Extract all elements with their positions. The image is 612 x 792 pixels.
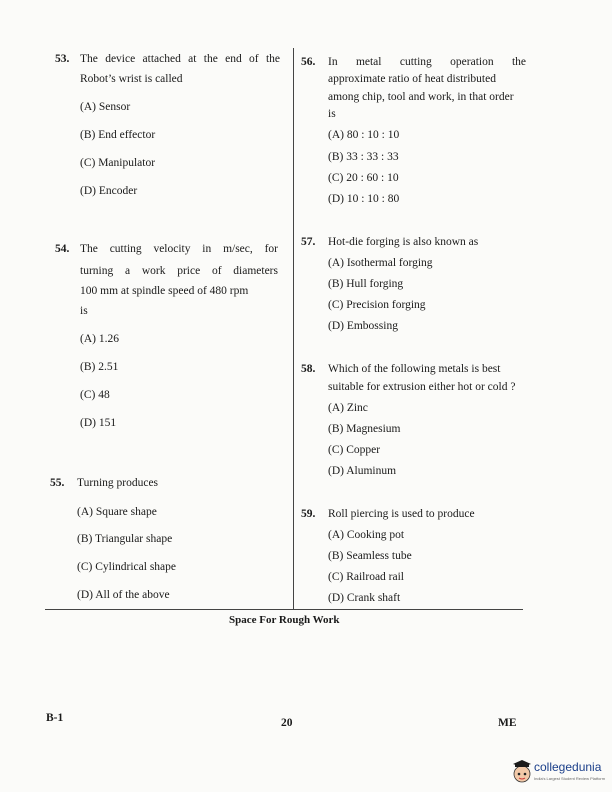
- option-c: (C) Cylindrical shape: [77, 561, 177, 573]
- question-text: Turning produces: [77, 477, 159, 489]
- option-d: (D) Encoder: [80, 185, 138, 197]
- rough-work-label: Space For Rough Work: [229, 614, 340, 626]
- option-b: (B) Magnesium: [328, 423, 401, 435]
- option-a: (A) 1.26: [80, 333, 119, 345]
- question-text: suitable for extrusion either hot or cold ?: [328, 381, 516, 393]
- question-number: 58.: [301, 363, 316, 375]
- option-c: (C) Manipulator: [80, 157, 156, 169]
- option-b: (B) End effector: [80, 129, 156, 141]
- question-text: among chip, tool and work, in that order: [328, 91, 514, 103]
- option-a: (A) 80 : 10 : 10: [328, 129, 400, 141]
- column-divider: [293, 48, 294, 610]
- question-number: 59.: [301, 508, 316, 520]
- option-a: (A) Isothermal forging: [328, 257, 433, 269]
- option-a: (A) Zinc: [328, 402, 368, 414]
- footer-booklet-code: B-1: [46, 712, 64, 724]
- option-c: (C) Railroad rail: [328, 571, 405, 583]
- question-number: 55.: [50, 477, 65, 489]
- question-text: is: [328, 108, 336, 120]
- logo-text: collegedunia: [534, 760, 602, 774]
- question-text: Roll piercing is used to produce: [328, 508, 475, 520]
- option-a: (A) Square shape: [77, 506, 157, 518]
- option-a: (A) Sensor: [80, 101, 131, 113]
- option-a: (A) Cooking pot: [328, 529, 405, 541]
- option-b: (B) Hull forging: [328, 278, 404, 290]
- option-c: (C) 48: [80, 389, 110, 401]
- bottom-rule: [45, 609, 523, 610]
- question-text: Hot-die forging is also known as: [328, 236, 479, 248]
- question-text: approximate ratio of heat distributed: [328, 73, 496, 85]
- mascot-icon: [512, 760, 532, 784]
- footer-page-number: 20: [281, 717, 293, 729]
- collegedunia-logo: [512, 756, 610, 790]
- option-c: (C) 20 : 60 : 10: [328, 172, 399, 184]
- question-text: Robot’s wrist is called: [80, 73, 183, 85]
- question-text: turning a work price of diameters: [80, 265, 278, 277]
- option-d: (D) Aluminum: [328, 465, 397, 477]
- option-b: (B) Seamless tube: [328, 550, 412, 562]
- option-d: (D) Embossing: [328, 320, 398, 332]
- question-text: In metal cutting operation the: [328, 56, 526, 68]
- question-number: 57.: [301, 236, 316, 248]
- question-text: The cutting velocity in m/sec, for: [80, 243, 278, 255]
- question-number: 53.: [55, 53, 70, 65]
- option-b: (B) 33 : 33 : 33: [328, 151, 399, 163]
- question-text: is: [80, 305, 88, 317]
- logo-tagline: India's Largest Student Review Platform: [534, 776, 606, 781]
- option-c: (C) Precision forging: [328, 299, 426, 311]
- option-c: (C) Copper: [328, 444, 381, 456]
- question-text: Which of the following metals is best: [328, 363, 501, 375]
- option-d: (D) 151: [80, 417, 117, 429]
- question-text: The device attached at the end of the: [80, 53, 280, 65]
- option-d: (D) Crank shaft: [328, 592, 401, 604]
- option-d: (D) All of the above: [77, 589, 170, 601]
- question-text: 100 mm at spindle speed of 480 rpm: [80, 285, 249, 297]
- question-number: 54.: [55, 243, 70, 255]
- footer-subject-code: ME: [498, 717, 517, 729]
- option-b: (B) Triangular shape: [77, 533, 173, 545]
- option-b: (B) 2.51: [80, 361, 119, 373]
- question-number: 56.: [301, 56, 316, 68]
- option-d: (D) 10 : 10 : 80: [328, 193, 400, 205]
